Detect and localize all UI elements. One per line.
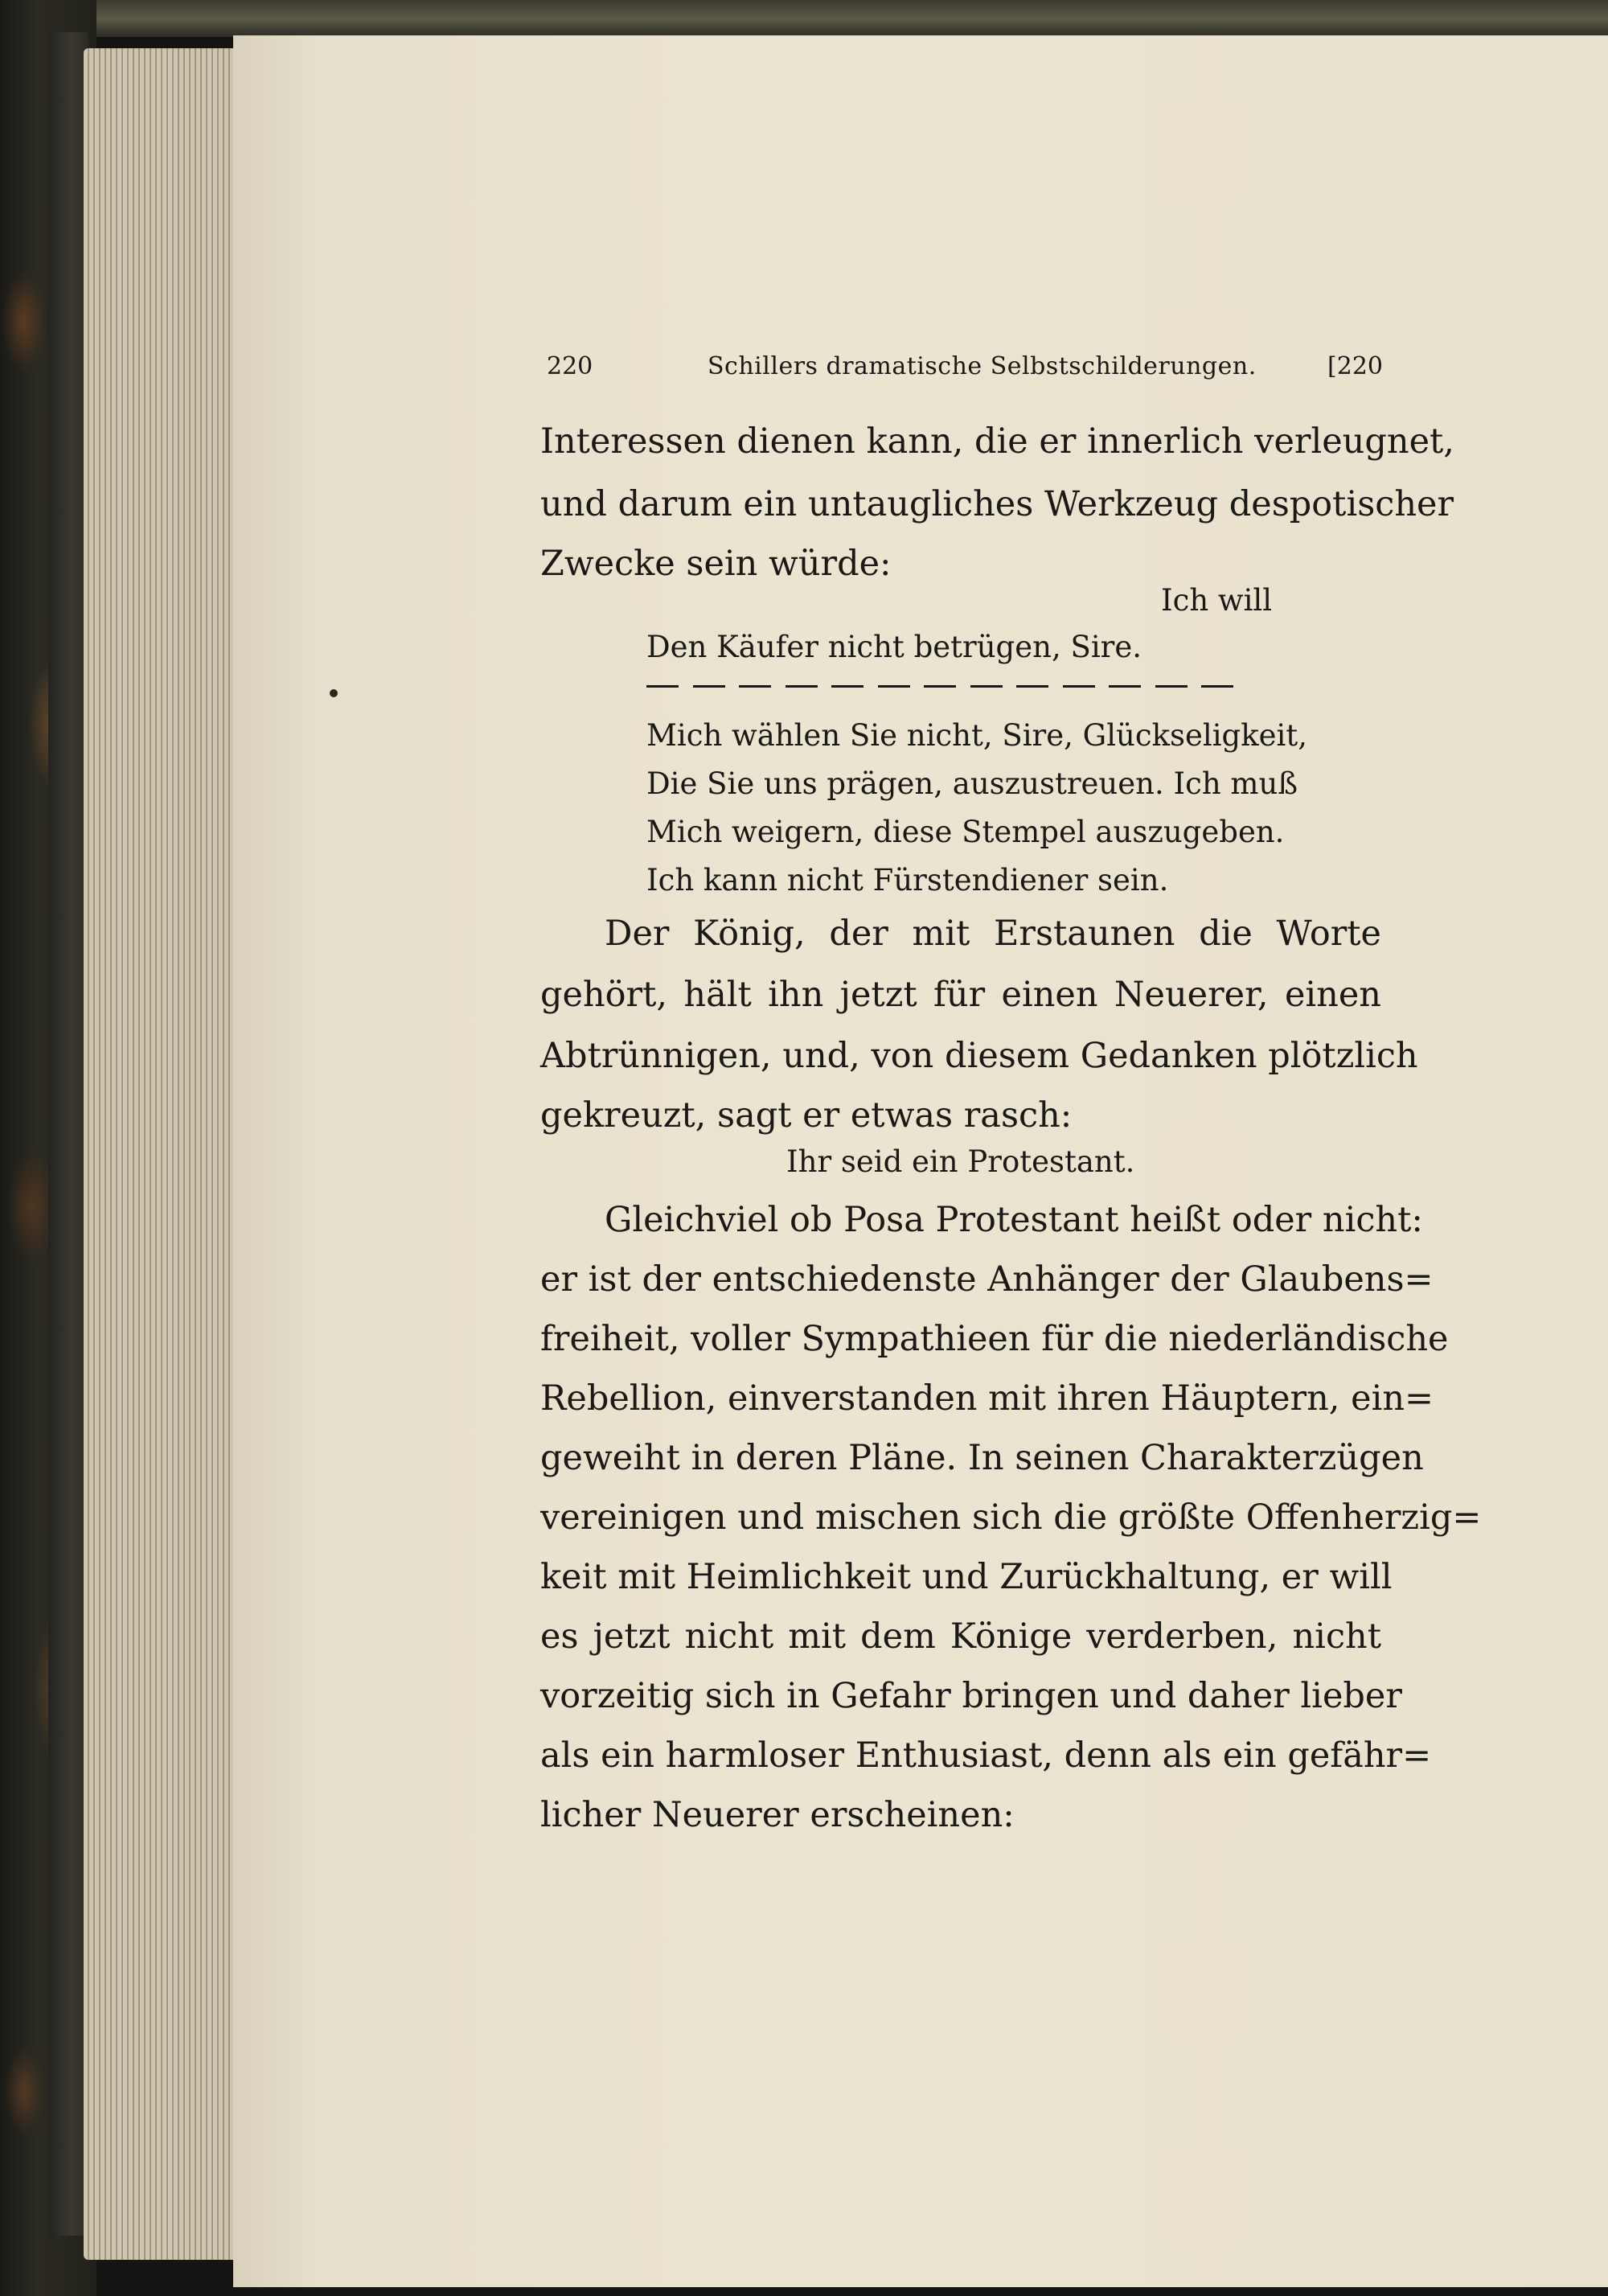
page-block-edges (84, 48, 236, 2260)
verse-line: Ihr seid ein Protestant. (786, 1144, 1135, 1179)
body-line: als ein harmloser Enthusiast, denn als ein gefähr= (540, 1735, 1432, 1776)
body-line: freiheit, voller Sympathieen für die niederländische (540, 1319, 1449, 1359)
body-line: es jetzt nicht mit dem Könige verderben, nicht (540, 1616, 1381, 1657)
body-line: vereinigen und mischen sich die größte Offenherzig= (540, 1497, 1482, 1538)
body-line: Der König, der mit Erstaunen die Worte (605, 914, 1381, 954)
running-head (547, 352, 1383, 388)
body-line: keit mit Heimlichkeit und Zurückhaltung, er will (540, 1557, 1393, 1597)
verse-line: Den Käufer nicht betrügen, Sire. (646, 630, 1142, 664)
cover-spine (48, 32, 88, 2236)
body-line: gekreuzt, sagt er etwas rasch: (540, 1095, 1073, 1136)
omission-dashes (646, 674, 1233, 698)
body-line: Abtrünnigen, und, von diesem Gedanken plötzlich (540, 1036, 1418, 1076)
marbled-cover-board (0, 0, 96, 2296)
body-line: geweiht in deren Pläne. In seinen Charakterzügen (540, 1438, 1424, 1478)
verse-line: Die Sie uns prägen, auszustreuen. Ich muß (646, 766, 1298, 801)
verse-line: Mich wählen Sie nicht, Sire, Glückseligkeit, (646, 718, 1308, 753)
body-line: er ist der entschiedenste Anhänger der Glaubens= (540, 1259, 1434, 1300)
body-line: gehört, hält ihn jetzt für einen Neuerer, einen (540, 975, 1381, 1015)
top-binding-band (0, 0, 1608, 37)
running-head-title: Schillers dramatische Selbstschilderungen. (708, 352, 1257, 380)
body-line: und darum ein untaugliches Werkzeug despotischer (540, 484, 1454, 524)
ink-speck (330, 689, 338, 697)
body-line: Zwecke sein würde: (540, 544, 892, 584)
body-line: vorzeitig sich in Gefahr bringen und daher lieber (540, 1676, 1402, 1716)
verse-line: Mich weigern, diese Stempel auszugeben. (646, 815, 1285, 849)
body-line: Rebellion, einverstanden mit ihren Häuptern, ein= (540, 1378, 1434, 1419)
verse-line: Ich kann nicht Fürstendiener sein. (646, 863, 1169, 897)
page-number-right: [220 (1327, 352, 1383, 380)
body-line: Interessen dienen kann, die er innerlich verleugnet, (540, 421, 1454, 462)
body-line: Gleichviel ob Posa Protestant heißt oder nicht: (605, 1200, 1423, 1240)
verse-line: Ich will (1161, 583, 1273, 618)
body-line: licher Neuerer erscheinen: (540, 1795, 1015, 1835)
page-number-left: 220 (547, 352, 593, 380)
